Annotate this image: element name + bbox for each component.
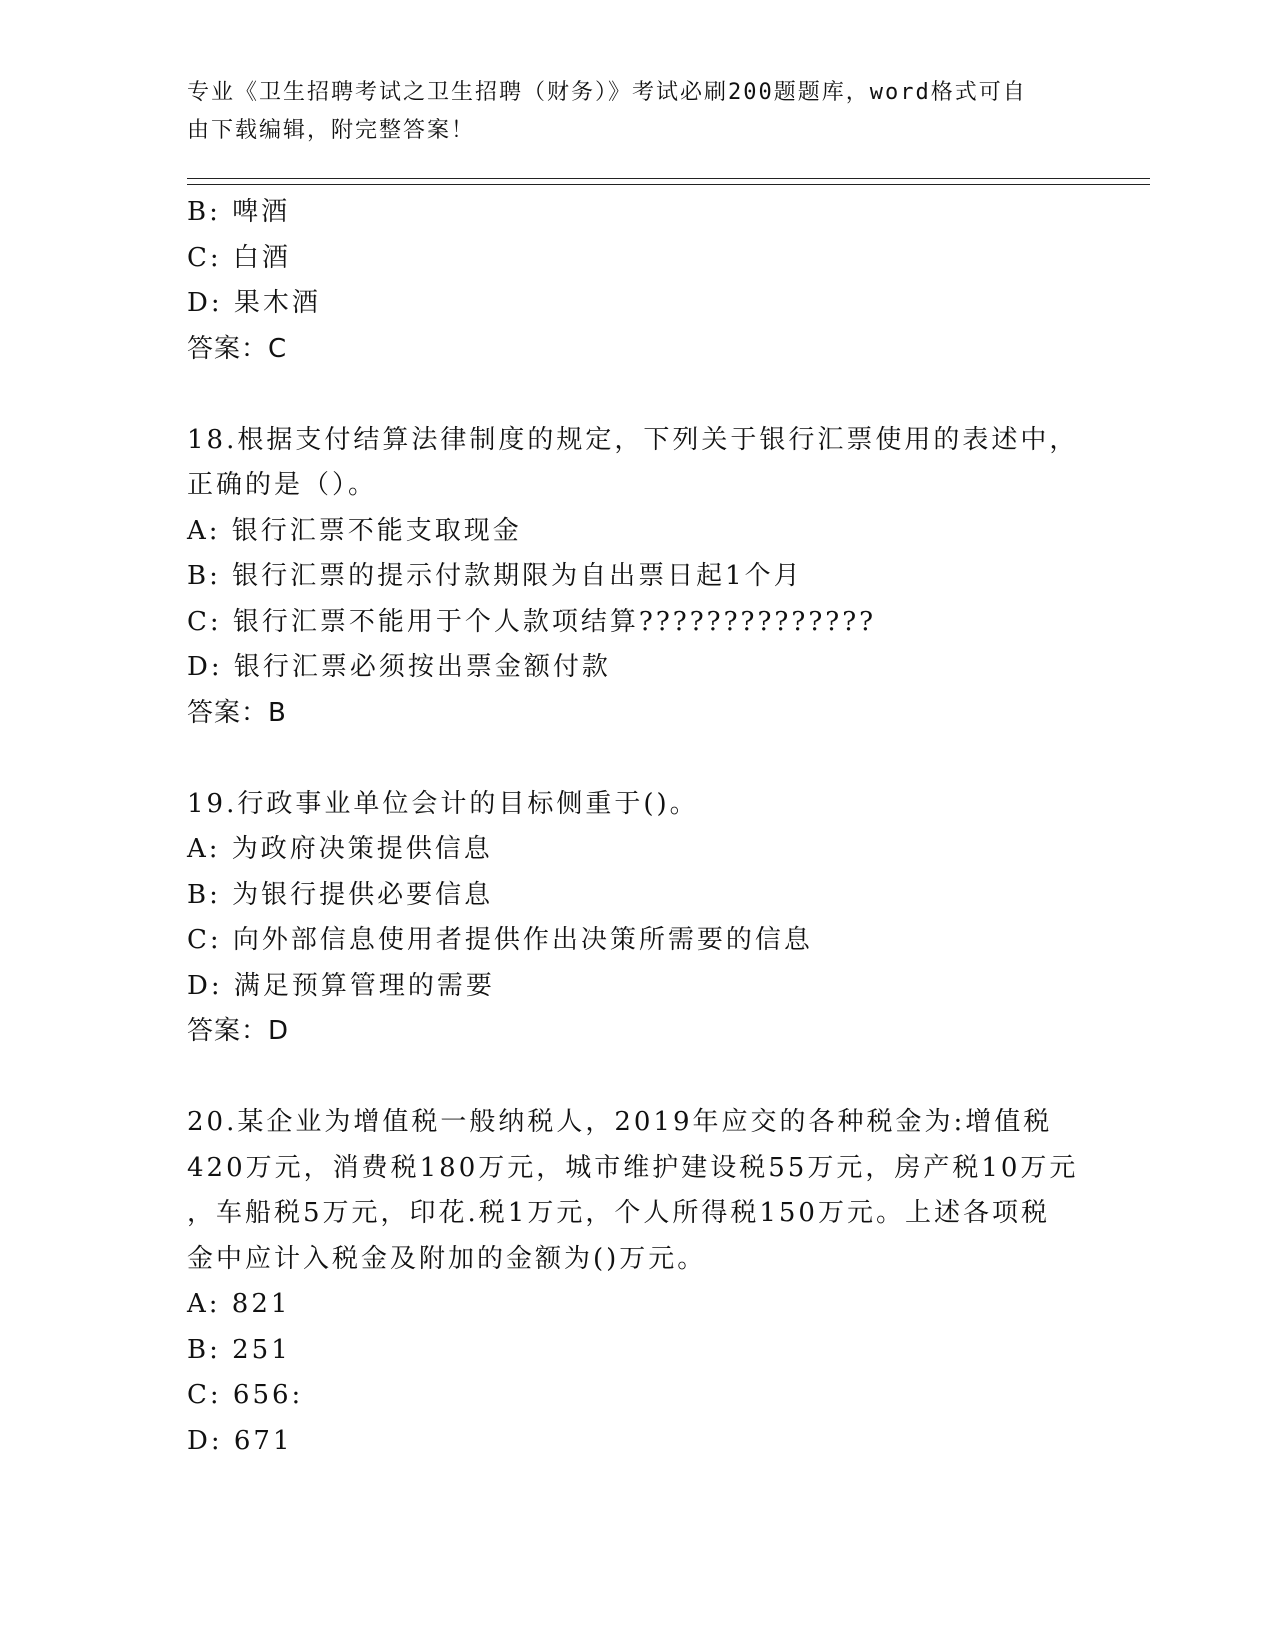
question-18 <box>187 418 1087 737</box>
option-d: D: 银行汇票必须按出票金额付款 <box>187 652 611 682</box>
question-stem-line: 20.某企业为增值税一般纳税人，2019年应交的各种税金为:增值税 <box>187 1107 1053 1137</box>
option-a: A: 银行汇票不能支取现金 <box>187 515 522 546</box>
option-c: C: 银行汇票不能用于个人款项结算?????????????? <box>187 606 877 637</box>
question-stem-line: 19.行政事业单位会计的目标侧重于()。 <box>187 788 699 819</box>
option-c: C: 向外部信息使用者提供作出决策所需要的信息 <box>187 925 813 955</box>
option-c: C: 白酒 <box>187 242 291 273</box>
header-line-2: 由下载编辑，附完整答案！ <box>187 118 476 143</box>
option-b: B: 银行汇票的提示付款期限为自出票日起1个月 <box>187 561 803 591</box>
question-stem-line: 420万元，消费税180万元，城市维护建设税55万元，房产税10万元 <box>187 1152 1079 1183</box>
option-d: D: 果木酒 <box>187 288 321 318</box>
question-19 <box>187 782 1087 1055</box>
question-17-tail <box>187 190 1087 372</box>
question-stem-line: ，车船税5万元，印花.税1万元，个人所得税150万元。上述各项税 <box>187 1198 1050 1228</box>
question-stem-line: 正确的是（）。 <box>187 470 378 500</box>
option-d: D: 671 <box>187 1425 293 1456</box>
header-line-1: 专业《卫生招聘考试之卫生招聘（财务）》考试必刷200题题库，word格式可自 <box>187 80 1027 105</box>
page-header <box>187 74 1067 150</box>
answer-line: 答案：C <box>187 333 288 364</box>
document-body <box>187 190 1087 1464</box>
option-c: C: 656: <box>187 1380 304 1410</box>
option-b: B: 251 <box>187 1334 291 1365</box>
answer-line: 答案：D <box>187 1016 290 1046</box>
question-stem-line: 18.根据支付结算法律制度的规定，下列关于银行汇票使用的表述中， <box>187 424 1079 455</box>
option-a: A: 821 <box>187 1289 291 1319</box>
question-20 <box>187 1100 1087 1464</box>
option-b: B: 为银行提供必要信息 <box>187 879 494 910</box>
header-divider <box>187 178 1150 185</box>
answer-line: 答案：B <box>187 697 287 728</box>
option-b: B: 啤酒 <box>187 197 291 227</box>
option-d: D: 满足预算管理的需要 <box>187 970 495 1001</box>
question-stem-line: 金中应计入税金及附加的金额为()万元。 <box>187 1243 707 1274</box>
option-a: A: 为政府决策提供信息 <box>187 834 493 864</box>
